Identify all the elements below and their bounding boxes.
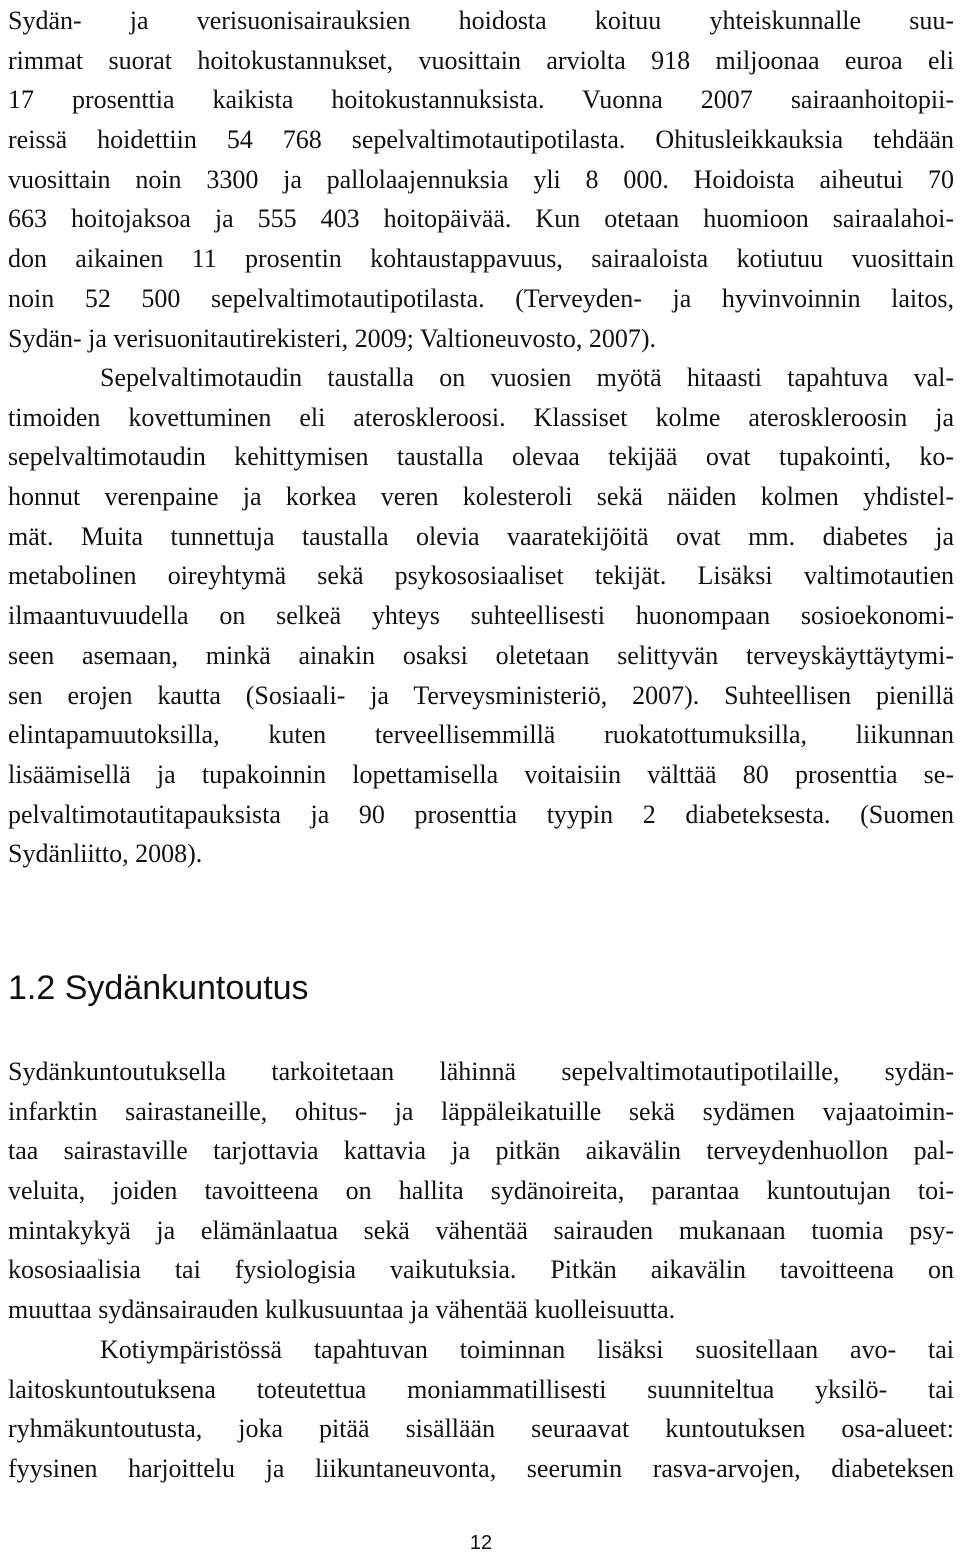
text-line: don aikainen 11 prosentin kohtaustappavuus, sairaaloista kotiutuu vuosittain <box>8 244 954 274</box>
text-line: ilmaantuvuudella on selkeä yhteys suhteellisesti huonompaan sosioekonomi- <box>8 601 954 631</box>
paragraph-3 <box>8 1052 954 1330</box>
text-line: Kotiympäristössä tapahtuvan toiminnan lisäksi suositellaan avo- tai <box>100 1335 954 1364</box>
text-line: 663 hoitojaksoa ja 555 403 hoitopäivää. Kun otetaan huomioon sairaalahoi- <box>8 204 954 234</box>
text-line: vuosittain noin 3300 ja pallolaajennuksia yli 8 000. Hoidoista aiheutui 70 <box>8 164 954 194</box>
text-line: veluita, joiden tavoitteena on hallita sydänoireita, parantaa kuntoutujan toi- <box>8 1176 954 1206</box>
text-line: Sydänliitto, 2008). <box>8 839 203 869</box>
text-line: Sydänkuntoutuksella tarkoitetaan lähinnä sepelvaltimotautipotilaille, sydän- <box>8 1057 954 1086</box>
text-line: reissä hoidettiin 54 768 sepelvaltimotautipotilasta. Ohitusleikkauksia tehdään <box>8 125 954 155</box>
text-line: pelvaltimotautitapauksista ja 90 prosenttia tyypin 2 diabeteksesta. (Suomen <box>8 799 954 829</box>
text-line: kososiaalisia tai fysiologisia vaikutuksia. Pitkän aikavälin tavoitteena on <box>8 1255 954 1285</box>
text-line: muuttaa sydänsairauden kulkusuuntaa ja vähentää kuolleisuutta. <box>8 1295 676 1325</box>
page-number: 12 <box>469 1532 493 1554</box>
text-line: timoiden kovettuminen eli ateroskleroosi. Klassiset kolme ateroskleroosin ja <box>8 402 954 432</box>
text-line: 17 prosenttia kaikista hoitokustannuksista. Vuonna 2007 sairaanhoitopii- <box>8 85 954 115</box>
text-line: seen asemaan, minkä ainakin osaksi oletetaan selittyvän terveyskäyttäytymi- <box>8 640 954 670</box>
text-line: metabolinen oireyhtymä sekä psykososiaaliset tekijät. Lisäksi valtimotautien <box>8 561 954 591</box>
text-line: noin 52 500 sepelvaltimotautipotilasta. (Terveyden- ja hyvinvoinnin laitos, <box>8 283 954 313</box>
text-line: lisäämisellä ja tupakoinnin lopettamisella voitaisiin välttää 80 prosenttia se- <box>8 759 954 789</box>
text-line: sepelvaltimotaudin kehittymisen taustalla olevaa tekijää ovat tupakointi, ko- <box>8 442 954 472</box>
text-line: Sepelvaltimotaudin taustalla on vuosien myötä hitaasti tapahtuva val- <box>100 363 954 392</box>
text-line: taa sairastaville tarjottavia kattavia ja pitkän aikavälin terveydenhuollon pal- <box>8 1136 954 1166</box>
text-line: honnut verenpaine ja korkea veren kolesteroli sekä näiden kolmen yhdistel- <box>8 482 954 512</box>
text-line: laitoskuntoutuksena toteutettua moniammatillisesti suunniteltua yksilö- tai <box>8 1374 954 1404</box>
text-line: Sydän- ja verisuonitautirekisteri, 2009; Valtioneuvosto, 2007). <box>8 323 656 353</box>
document-page <box>8 0 954 1556</box>
section-heading: 1.2 Sydänkuntoutus <box>8 969 309 1007</box>
text-line: sen erojen kautta (Sosiaali- ja Terveysministeriö, 2007). Suhteellisen pienillä <box>8 680 954 710</box>
text-line: ryhmäkuntoutusta, joka pitää sisällään seuraavat kuntoutuksen osa-alueet: <box>8 1414 954 1444</box>
paragraph-4 <box>8 1330 954 1489</box>
paragraph-1 <box>8 1 954 358</box>
text-line: fyysinen harjoittelu ja liikuntaneuvonta, seerumin rasva-arvojen, diabeteksen <box>8 1454 954 1484</box>
text-line: rimmat suorat hoitokustannukset, vuosittain arviolta 918 miljoonaa euroa eli <box>8 45 954 75</box>
paragraph-2 <box>8 358 954 874</box>
text-line: infarktin sairastaneille, ohitus- ja läppäleikatuille sekä sydämen vajaatoimin- <box>8 1096 954 1126</box>
text-line: Sydän- ja verisuonisairauksien hoidosta koituu yhteiskunnalle suu- <box>8 6 954 35</box>
text-line: elintapamuutoksilla, kuten terveellisemmillä ruokatottumuksilla, liikunnan <box>8 720 954 750</box>
text-line: mintakykyä ja elämänlaatua sekä vähentää sairauden mukanaan tuomia psy- <box>8 1215 954 1245</box>
text-line: mät. Muita tunnettuja taustalla olevia vaaratekijöitä ovat mm. diabetes ja <box>8 521 954 551</box>
